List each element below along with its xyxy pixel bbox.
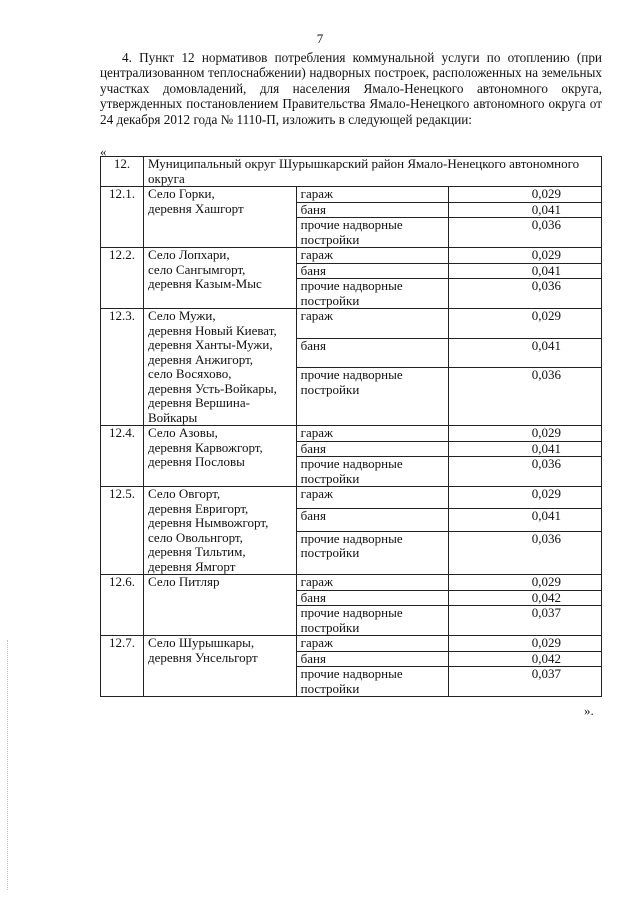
norm-value: 0,037: [449, 667, 602, 697]
row-number: 12.5.: [101, 487, 144, 575]
building-type: прочие надворные постройки: [296, 606, 449, 636]
building-type: прочие надворные постройки: [296, 531, 449, 574]
table-row: [101, 487, 602, 509]
closing-quote: ».: [584, 703, 594, 718]
norm-value: 0,041: [449, 441, 602, 457]
norm-value: 0,029: [449, 309, 602, 339]
row-number: 12.1.: [101, 187, 144, 248]
table-row: [101, 309, 602, 339]
building-type: прочие надворные постройки: [296, 218, 449, 248]
row-number: 12.6.: [101, 575, 144, 636]
building-type: баня: [296, 263, 449, 279]
building-type: гараж: [296, 487, 449, 509]
building-type: прочие надворные постройки: [296, 279, 449, 309]
row-number: 12.3.: [101, 309, 144, 426]
settlement-list: Село Мужи, деревня Новый Киеват, деревня Ханты-Мужи, деревня Анжигорт, село Восяхово, деревня Усть-Войкары, деревня Вершина-Войкары: [144, 309, 297, 426]
table-row: [101, 187, 602, 203]
opening-quote: «: [100, 144, 107, 159]
settlement-list: Село Шурышкары, деревня Унсельгорт: [144, 636, 297, 697]
norm-value: 0,036: [449, 457, 602, 487]
norm-value: 0,036: [449, 279, 602, 309]
norm-value: 0,042: [449, 590, 602, 606]
building-type: баня: [296, 338, 449, 368]
building-type: гараж: [296, 309, 449, 339]
scan-margin-marks: [7, 640, 10, 890]
building-type: гараж: [296, 426, 449, 442]
norm-value: 0,036: [449, 531, 602, 574]
settlement-list: Село Питляр: [144, 575, 297, 636]
norm-value: 0,041: [449, 338, 602, 368]
building-type: баня: [296, 651, 449, 667]
row-number: 12.7.: [101, 636, 144, 697]
row-number: 12.4.: [101, 426, 144, 487]
building-type: баня: [296, 202, 449, 218]
building-type: баня: [296, 509, 449, 531]
building-type: прочие надворные постройки: [296, 368, 449, 426]
row-number: 12.2.: [101, 248, 144, 309]
table-row: [101, 575, 602, 591]
building-type: гараж: [296, 248, 449, 264]
building-type: баня: [296, 590, 449, 606]
amendment-paragraph: 4. Пункт 12 нормативов потребления коммунальной услуги по отоплению (при централизованном теплоснабжении) надворных построек, расположенных на земельных участках домовладений, для населения Ямало-Ненецкого автономного округа, утвержденных постановлением Правительства Ямало-Ненецкого автономного округа от 24 декабря 2012 года № 1110-П, изложить в следующей редакции:: [100, 50, 602, 127]
table-row: [101, 248, 602, 264]
header-region: Муниципальный округ Шурышкарский район Ямало-Ненецкого автономного округа: [144, 157, 602, 187]
norm-value: 0,041: [449, 509, 602, 531]
norm-value: 0,041: [449, 202, 602, 218]
table-row: [101, 636, 602, 652]
settlement-list: Село Лопхари, село Сангымгорт, деревня Казым-Мыс: [144, 248, 297, 309]
table-header-row: [101, 157, 602, 187]
norm-value: 0,041: [449, 263, 602, 279]
building-type: гараж: [296, 636, 449, 652]
norm-value: 0,029: [449, 426, 602, 442]
norm-value: 0,037: [449, 606, 602, 636]
settlement-list: Село Азовы, деревня Карвожгорт, деревня Пословы: [144, 426, 297, 487]
norm-value: 0,029: [449, 575, 602, 591]
norm-value: 0,036: [449, 368, 602, 426]
settlement-list: Село Овгорт, деревня Евригорт, деревня Нымвожгорт, село Овольнгорт, деревня Тильтим, деревня Ямгорт: [144, 487, 297, 575]
settlement-list: Село Горки, деревня Хашгорт: [144, 187, 297, 248]
norm-value: 0,036: [449, 218, 602, 248]
building-type: гараж: [296, 575, 449, 591]
norm-value: 0,029: [449, 487, 602, 509]
norm-value: 0,029: [449, 636, 602, 652]
norm-value: 0,029: [449, 187, 602, 203]
header-number: 12.: [101, 157, 144, 187]
norm-value: 0,029: [449, 248, 602, 264]
building-type: баня: [296, 441, 449, 457]
norm-value: 0,042: [449, 651, 602, 667]
building-type: прочие надворные постройки: [296, 457, 449, 487]
page-number: 7: [316, 31, 324, 46]
building-type: прочие надворные постройки: [296, 667, 449, 697]
norms-table: [100, 156, 602, 697]
table-row: [101, 426, 602, 442]
building-type: гараж: [296, 187, 449, 203]
